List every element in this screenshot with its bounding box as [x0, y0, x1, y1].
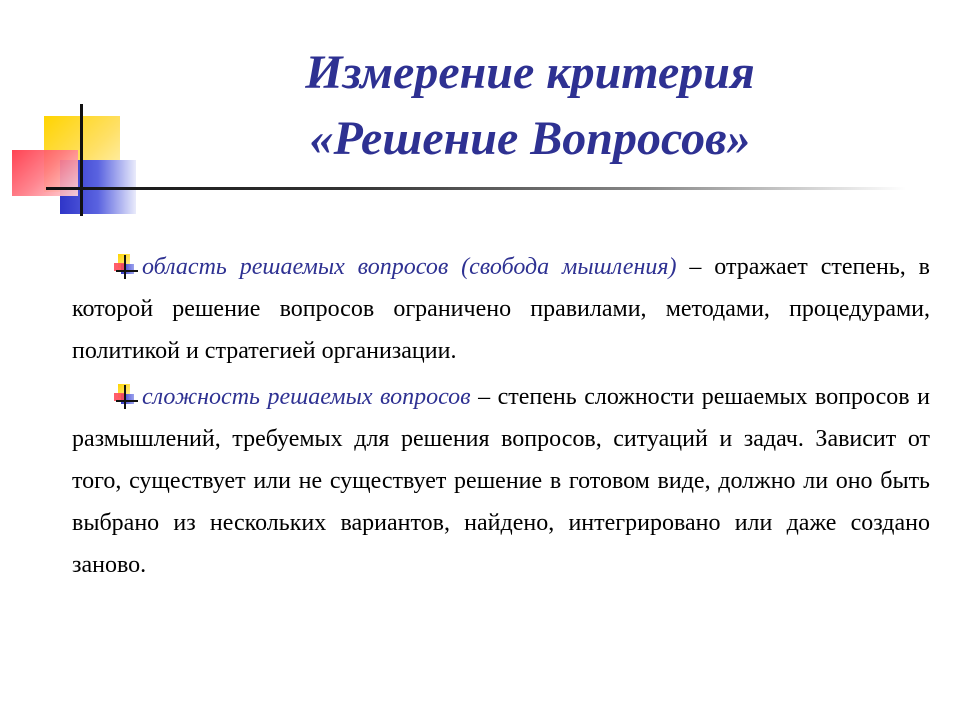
decor-vertical-line: [80, 104, 83, 216]
slide-content: [72, 246, 930, 590]
list-item-term: область решаемых вопросов (свобода мышления): [142, 254, 677, 280]
title-underline: [46, 187, 906, 190]
slide-title-line-1: Измерение критерия: [305, 46, 755, 99]
list-item-text: [72, 376, 930, 586]
list-item: [72, 376, 930, 586]
bullet-icon: [112, 254, 138, 280]
slide-title: [150, 40, 910, 172]
list-item-term: сложность решаемых вопросов: [142, 384, 471, 410]
bullet-icon: [112, 384, 138, 410]
list-item-text: [72, 246, 930, 372]
list-item-description: – степень сложности решаемых вопросов и размышлений, требуемых для решения вопросов, ситуаций и задач. Зависит от того, существует или не существует решение в готовом виде, должно ли оно быть выбрано из нескольких вариантов, найдено, интегрировано или даже создано заново.: [72, 384, 930, 578]
slide-title-line-2: «Решение Вопросов»: [309, 112, 751, 165]
list-item: [72, 246, 930, 372]
list-item-description: – отражает степень, в которой решение вопросов ограничено правилами, методами, процедурами, политикой и стратегией организации.: [72, 254, 930, 364]
